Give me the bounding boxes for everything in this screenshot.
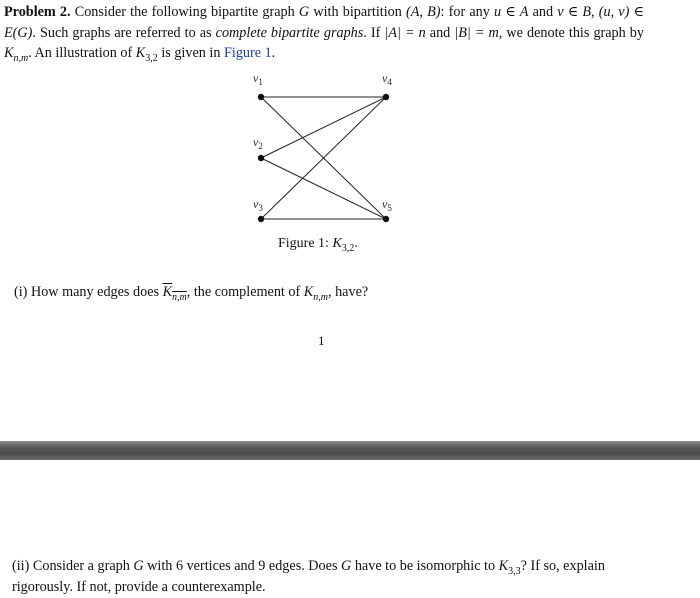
question-ii-label: (ii) — [12, 558, 30, 574]
question-i: (i) How many edges does $K_{n,m}$, the complement of $K_{n,m}$, have? — [14, 284, 369, 303]
problem-statement: Problem 2. Consider the following bipartite graph G with bipartition (A, B): for any u ∈ A and v ∈ B, (u, v) ∈ E(G). Such graphs are referred to as complete bipartite graphs. If |A| = n and |B| = m, we denote this graph by $K_{n,m}$. An illustration of $K_{3,2}$ is given in Figure 1. — [4, 4, 644, 64]
problem-label: Problem 2. — [4, 4, 71, 20]
question-i-label: (i) — [14, 284, 28, 300]
page-break-divider — [0, 441, 700, 460]
k32-graph-figure — [230, 68, 410, 228]
complement-symbol: $K_{n,m}$ — [162, 284, 187, 303]
vertex-v5 — [383, 216, 389, 222]
vertex-v3 — [258, 216, 264, 222]
edge-v2-v4 — [261, 97, 386, 158]
label-v2: $v_2$ — [253, 135, 263, 151]
label-v4: $v_4$ — [382, 71, 392, 87]
figure-caption: Figure 1: $K_{3,2}$. — [278, 236, 358, 254]
label-v3: $v_3$ — [253, 197, 263, 213]
label-v5: $v_5$ — [382, 197, 392, 213]
term-complete-bipartite: complete bipartite graphs — [215, 24, 364, 41]
label-v1: $v_1$ — [253, 71, 263, 87]
edge-v2-v5 — [261, 158, 386, 219]
vertex-v2 — [258, 155, 264, 161]
question-ii: (ii) Consider a graph G with 6 vertices and 9 edges. Does G have to be isomorphic to $K_{3,3}$? If so, explain rigorously. If not, provide a counterexample. — [12, 558, 605, 595]
vertex-v1 — [258, 94, 264, 100]
page-number: 1 — [318, 333, 325, 348]
vertex-v4 — [383, 94, 389, 100]
figure-1-link[interactable]: Figure 1 — [223, 45, 272, 61]
